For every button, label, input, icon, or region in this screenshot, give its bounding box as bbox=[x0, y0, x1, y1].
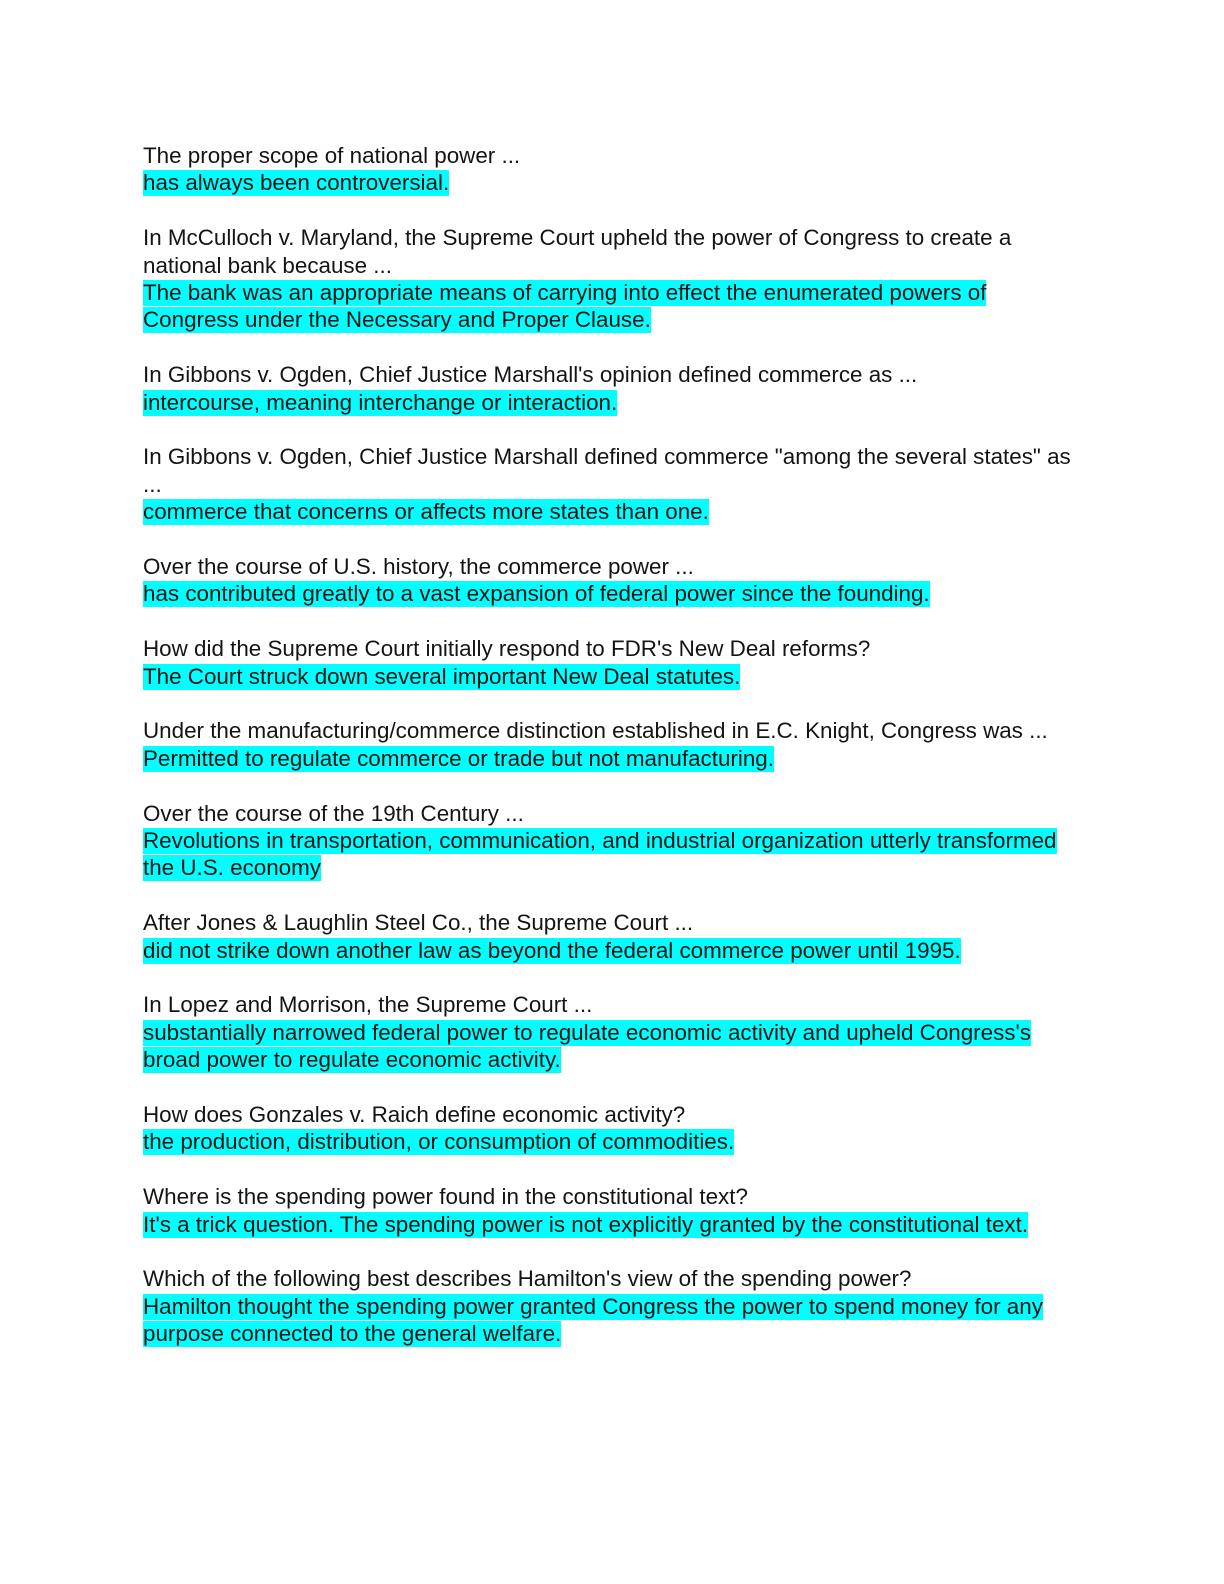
question-text: Which of the following best describes Hamilton's view of the spending power? bbox=[143, 1266, 912, 1292]
question-text: The proper scope of national power ... bbox=[143, 143, 521, 168]
question-text: How did the Supreme Court initially respond to FDR's New Deal reforms? bbox=[143, 636, 871, 662]
answer-highlight bbox=[143, 1293, 1083, 1348]
answer-highlight bbox=[143, 663, 1083, 690]
question-text: In Gibbons v. Ogden, Chief Justice Marshall's opinion defined commerce as ... bbox=[143, 362, 918, 388]
answer-highlight bbox=[143, 1019, 1083, 1074]
answer-text: has contributed greatly to a vast expansion of federal power since the founding. bbox=[143, 581, 930, 607]
answer-highlight bbox=[143, 169, 1083, 196]
answer-highlight bbox=[143, 580, 1083, 607]
question-text: After Jones & Laughlin Steel Co., the Supreme Court ... bbox=[143, 910, 694, 936]
answer-highlight bbox=[143, 1128, 1083, 1155]
answer-highlight bbox=[143, 827, 1083, 882]
question-text: In McCulloch v. Maryland, the Supreme Court upheld the power of Congress to create a national bank because ... bbox=[143, 225, 1012, 278]
answer-text: intercourse, meaning interchange or interaction. bbox=[143, 389, 618, 415]
qa-item bbox=[143, 1101, 1083, 1156]
qa-item bbox=[143, 361, 1083, 416]
question-text: In Gibbons v. Ogden, Chief Justice Marshall defined commerce "among the several states" as ... bbox=[143, 444, 1071, 497]
qa-item bbox=[143, 717, 1083, 772]
question-text: Where is the spending power found in the constitutional text? bbox=[143, 1184, 748, 1210]
answer-highlight bbox=[143, 745, 1083, 772]
answer-highlight bbox=[143, 498, 1083, 525]
answer-highlight bbox=[143, 937, 1083, 964]
qa-item bbox=[143, 553, 1083, 608]
qa-item bbox=[143, 1265, 1083, 1347]
answer-text: the production, distribution, or consumption of commodities. bbox=[143, 1129, 735, 1155]
answer-text: has always been controversial. bbox=[143, 170, 450, 196]
answer-text: substantially narrowed federal power to regulate economic activity and upheld Congress's broad power to regulate economic activity. bbox=[143, 1019, 1031, 1073]
qa-item bbox=[143, 909, 1083, 964]
answer-highlight bbox=[143, 1211, 1083, 1238]
answer-text: Permitted to regulate commerce or trade but not manufacturing. bbox=[143, 745, 774, 771]
answer-text: did not strike down another law as beyond the federal commerce power until 1995. bbox=[143, 937, 961, 963]
qa-item bbox=[143, 635, 1083, 690]
answer-text: Hamilton thought the spending power granted Congress the power to spend money for any purpose connected to the general welfare. bbox=[143, 1293, 1043, 1347]
qa-item bbox=[143, 1183, 1083, 1238]
question-text: Over the course of the 19th Century ... bbox=[143, 800, 524, 826]
answer-text: Revolutions in transportation, communication, and industrial organization utterly transformed the U.S. economy bbox=[143, 828, 1057, 881]
answer-highlight bbox=[143, 389, 1083, 416]
answer-text: The bank was an appropriate means of carrying into effect the enumerated powers of Congress under the Necessary and Proper Clause. bbox=[143, 280, 987, 333]
answer-highlight bbox=[143, 279, 1083, 334]
qa-item bbox=[143, 991, 1083, 1073]
qa-item bbox=[143, 443, 1083, 525]
qa-item bbox=[143, 224, 1083, 334]
qa-item bbox=[143, 142, 1083, 197]
question-text: Under the manufacturing/commerce distinction established in E.C. Knight, Congress was ... bbox=[143, 718, 1048, 744]
answer-text: commerce that concerns or affects more states than one. bbox=[143, 499, 709, 525]
question-text: Over the course of U.S. history, the commerce power ... bbox=[143, 554, 694, 580]
qa-item bbox=[143, 800, 1083, 882]
answer-text: The Court struck down several important New Deal statutes. bbox=[143, 663, 741, 689]
answer-text: It's a trick question. The spending power is not explicitly granted by the constitutional text. bbox=[143, 1211, 1029, 1237]
qa-list bbox=[143, 142, 1083, 1375]
question-text: In Lopez and Morrison, the Supreme Court ... bbox=[143, 992, 593, 1018]
question-text: How does Gonzales v. Raich define economic activity? bbox=[143, 1102, 686, 1128]
